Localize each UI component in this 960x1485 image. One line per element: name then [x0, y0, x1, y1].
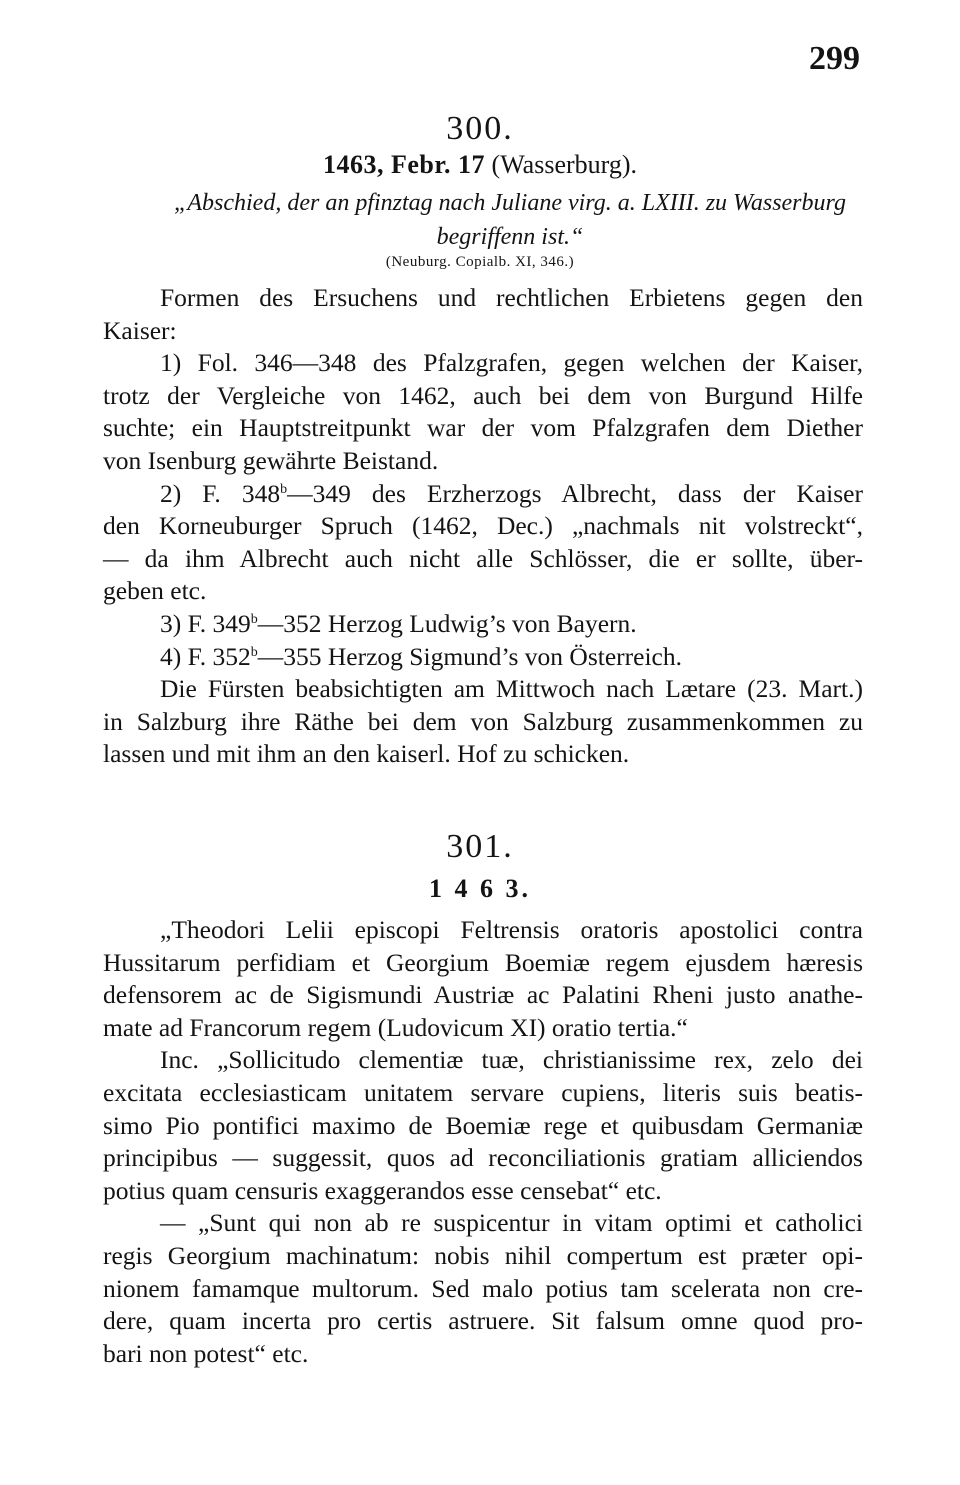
entry-300-dateline [0, 150, 960, 180]
text-line: Inc. „Sollicitudo clementiæ tuæ, christianissime rex, zelo dei [160, 1045, 863, 1075]
text-line: defensorem ac de Sigismundi Austriæ ac Palatini Rheni justo anathe- [103, 980, 863, 1010]
text-line: regis Georgium machinatum: nobis nihil compertum est præter opi- [103, 1240, 863, 1270]
entry-300-body [103, 282, 863, 771]
text-line: Hussitarum perfidiam et Georgium Boemiæ regem ejusdem hæresis [103, 947, 863, 977]
text-line: potius quam censuris exaggerandos esse censebat“ etc. [103, 1175, 662, 1205]
text-line: von Isenburg gewährte Beistand. [103, 445, 439, 475]
entry-300-title-line-2: begriffenn ist.“ [436, 224, 584, 250]
entry-301-number: 301. [446, 828, 514, 865]
entry-300-title [150, 186, 870, 254]
entry-300-place: (Wasserburg). [491, 150, 637, 179]
text-line [103, 641, 863, 674]
text-fragment: —352 Herzog Ludwig’s von Bayern. [257, 608, 637, 638]
text-line: trotz der Vergleiche von 1462, auch bei dem von Burgund Hilfe [103, 380, 863, 410]
text-line: nionem famamque multorum. Sed malo potius tam scelerata non cre- [103, 1273, 863, 1303]
entry-300-date: 1463, Febr. 17 [323, 150, 486, 179]
text-line: bari non potest“ etc. [103, 1338, 309, 1368]
superscript: b [280, 481, 288, 497]
entry-301-date-text: 1 4 6 3. [429, 874, 531, 903]
text-fragment: —349 des Erzherzogs Albrecht, dass der Kaiser [287, 478, 863, 508]
text-line: suchte; ein Hauptstreitpunkt war der vom Pfalzgrafen dem Diether [103, 413, 863, 443]
text-line: den Korneuburger Spruch (1462, Dec.) „nachmals nit volstreckt“, [103, 511, 863, 541]
text-line: — da ihm Albrecht auch nicht alle Schlösser, die er sollte, über- [103, 543, 863, 573]
text-line [103, 478, 863, 511]
text-fragment: 4) F. 352 [160, 641, 251, 671]
text-line: lassen und mit ihm an den kaiserl. Hof zu schicken. [103, 739, 630, 769]
entry-300-source: (Neuburg. Copialb. XI, 346.) [385, 254, 575, 270]
text-line [103, 608, 863, 641]
text-line: in Salzburg ihre Räthe bei dem von Salzburg zusammenkommen zu [103, 706, 863, 736]
entry-300-title-line-1: „Abschied, der an pfinztag nach Juliane virg. a. LXIII. zu Wasserburg [174, 190, 846, 216]
text-line: Formen des Ersuchens und rechtlichen Erbietens gegen den [160, 283, 863, 312]
text-fragment: 3) F. 349 [160, 608, 251, 638]
entry-300-number: 300. [446, 110, 514, 147]
superscript: b [250, 644, 258, 660]
superscript: b [250, 611, 258, 627]
page-number: 299 [809, 40, 860, 77]
text-line: principibus — suggessit, quos ad reconciliationis gratiam alliciendos [103, 1143, 863, 1173]
text-line: simo Pio pontifici maximo de Boemiæ rege et quibusdam Germaniæ [103, 1110, 863, 1140]
entry-301-body [103, 914, 863, 1370]
text-line: dere, quam incerta pro certis astruere. Sit falsum omne quod pro- [103, 1306, 863, 1336]
text-fragment: —355 Herzog Sigmund’s von Österreich. [257, 641, 682, 671]
entry-301-date [0, 874, 960, 904]
text-line: 1) Fol. 346—348 des Pfalzgrafen, gegen welchen der Kaiser, [160, 348, 863, 378]
text-line: Die Fürsten beabsichtigten am Mittwoch nach Lætare (23. Mart.) [160, 674, 863, 704]
text-line: mate ad Francorum regem (Ludovicum XI) oratio tertia.“ [103, 1012, 688, 1042]
text-line: excitata ecclesiasticam unitatem servare cupiens, literis suis beatis- [103, 1077, 863, 1107]
text-line: — „Sunt qui non ab re suspicentur in vitam optimi et catholici [160, 1208, 863, 1238]
text-fragment: 2) F. 348 [160, 478, 281, 508]
text-line: „Theodori Lelii episcopi Feltrensis oratoris apostolici contra [160, 915, 863, 944]
text-line: Kaiser: [103, 315, 177, 345]
text-line: geben etc. [103, 576, 207, 606]
